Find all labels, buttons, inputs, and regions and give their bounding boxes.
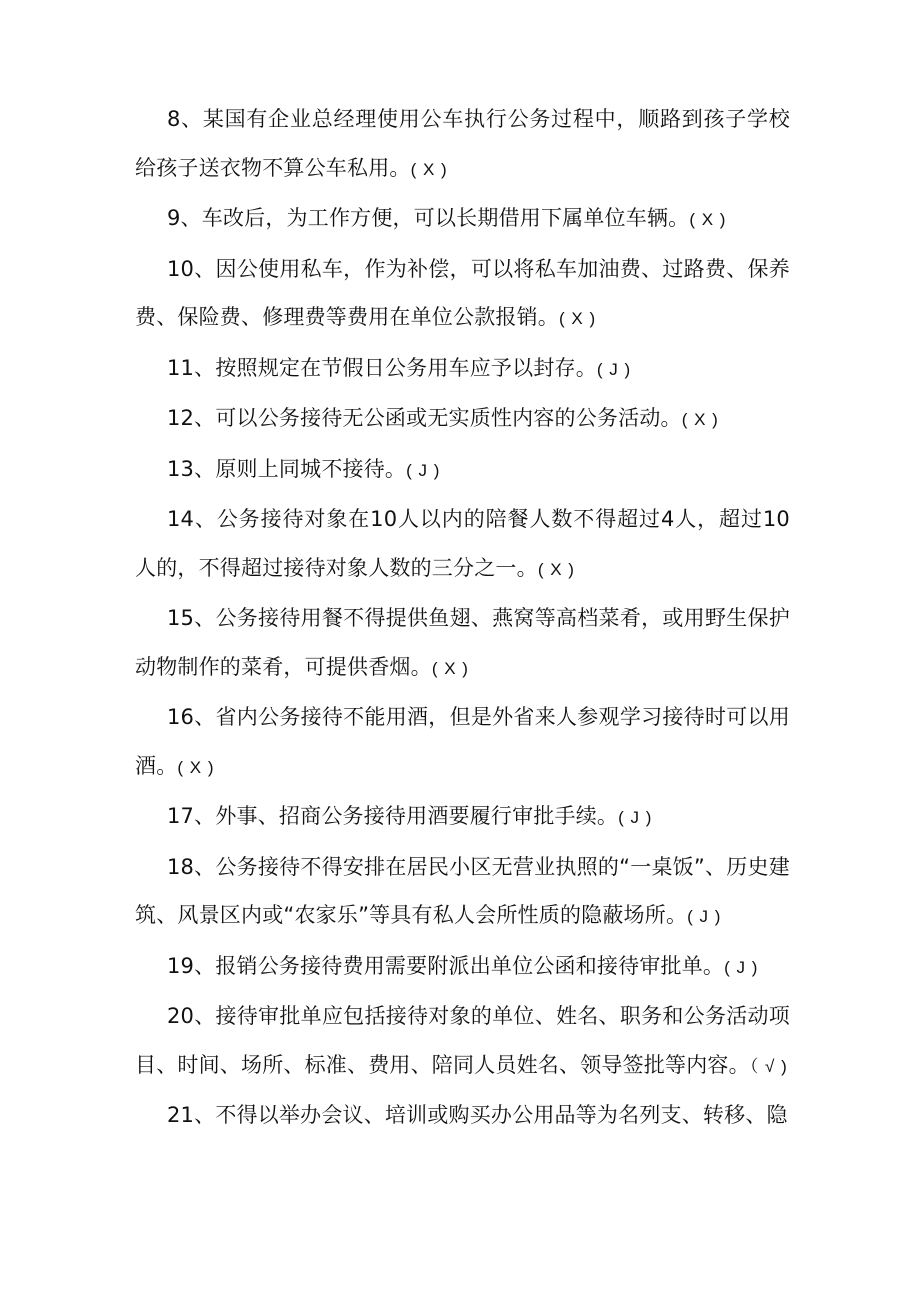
question-item (135, 843, 790, 942)
answer-mark: ( X ) (681, 410, 719, 429)
question-list (135, 95, 790, 1142)
question-text: 9、车改后，为工作方便，可以长期借用下属单位车辆。 (167, 206, 690, 230)
answer-mark: （ √ ) (749, 1056, 788, 1076)
question-item (135, 992, 790, 1091)
question-text: 8、某国有企业总经理使用公车执行公务过程中，顺路到孩子学校给孩子送衣物不算公车私用。 (135, 107, 790, 180)
question-item (135, 942, 790, 993)
question-text: 12、可以公务接待无公函或无实质性内容的公务活动。 (167, 406, 682, 430)
question-text: 16、省内公务接待不能用酒，但是外省来人参观学习接待时可以用酒。 (135, 705, 790, 778)
answer-mark: ( X ) (559, 309, 597, 328)
answer-mark: ( J ) (618, 808, 653, 827)
question-item (135, 245, 790, 344)
question-text: 15、公务接待用餐不得提供鱼翅、燕窝等高档菜肴，或用野生保护动物制作的菜肴，可提供香烟。 (135, 606, 790, 679)
question-item (135, 394, 790, 445)
question-text: 20、接待审批单应包括接待对象的单位、姓名、职务和公务活动项目、时间、场所、标准、费用、陪同人员姓名、领导签批等内容。 (135, 1004, 790, 1077)
answer-mark: ( J ) (406, 460, 441, 480)
question-item (135, 194, 790, 245)
question-text: 21、不得以举办会议、培训或购买办公用品等为名列支、转移、隐 (167, 1103, 788, 1127)
answer-mark: ( X ) (689, 210, 727, 229)
answer-mark: ( X ) (431, 658, 469, 678)
question-item (135, 445, 790, 496)
answer-mark: ( J ) (724, 957, 759, 977)
question-item (135, 1091, 790, 1142)
question-item (135, 792, 790, 843)
question-item (135, 95, 790, 194)
question-text: 18、公务接待不得安排在居民小区无营业执照的“一桌饭”、历史建筑、风景区内或“农家乐”等具有私人会所性质的隐蔽场所。 (135, 854, 790, 927)
question-text: 14、公务接待对象在10人以内的陪餐人数不得超过4人，超过10人的，不得超过接待对象人数的三分之一。 (135, 507, 790, 580)
question-text: 13、原则上同城不接待。 (167, 456, 407, 481)
question-text: 11、按照规定在节假日公务用车应予以封存。 (167, 355, 597, 380)
answer-mark: ( X ) (410, 159, 448, 179)
question-text: 10、因公使用私车，作为补偿，可以将私车加油费、过路费、保养费、保险费、修理费等费用在单位公款报销。 (135, 256, 790, 329)
answer-mark: ( J ) (687, 907, 722, 926)
question-item (135, 344, 790, 395)
answer-mark: ( X ) (177, 757, 215, 777)
question-item (135, 693, 790, 792)
question-text: 19、报销公务接待费用需要附派出单位公函和接待审批单。 (167, 953, 725, 978)
question-item (135, 495, 790, 594)
answer-mark: ( J ) (596, 359, 632, 379)
answer-mark: ( X ) (537, 559, 575, 579)
question-text: 17、外事、招商公务接待用酒要履行审批手续。 (167, 804, 619, 828)
question-item (135, 594, 790, 693)
